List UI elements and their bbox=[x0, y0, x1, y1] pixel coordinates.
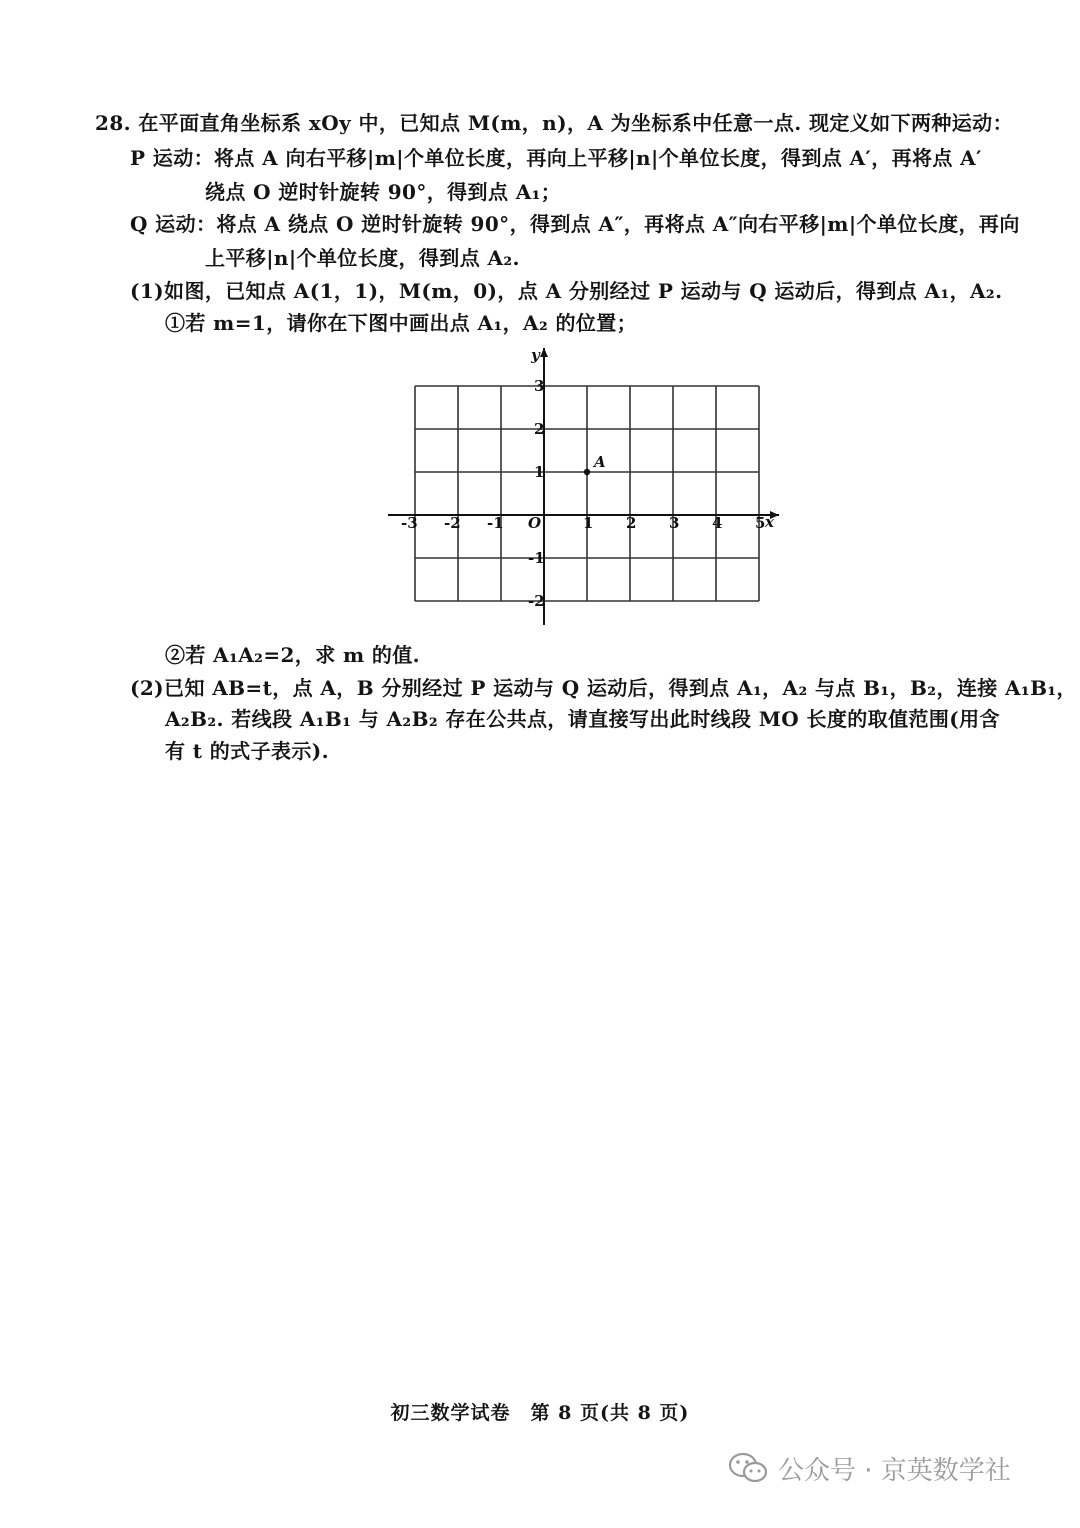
x-tick-label: 3 bbox=[669, 514, 680, 532]
page-footer: 初三数学试卷 第 8 页(共 8 页) bbox=[390, 1402, 690, 1424]
x-tick-label: -1 bbox=[487, 514, 504, 532]
point-a-label: A bbox=[594, 453, 606, 471]
part-2-line-2: A₂B₂. 若线段 A₁B₁ 与 A₂B₂ 存在公共点，请直接写出此时线段 MO 长度的取值范围(用含 bbox=[165, 707, 1000, 731]
y-axis-arrow bbox=[540, 348, 548, 357]
y-tick-label: 1 bbox=[534, 463, 545, 481]
x-tick-label: 1 bbox=[583, 514, 594, 532]
x-axis-label: x bbox=[765, 513, 774, 531]
q-motion-line-2: 上平移|n|个单位长度，得到点 A₂. bbox=[205, 246, 520, 270]
x-tick-label: -2 bbox=[444, 514, 461, 532]
x-tick-label: 4 bbox=[712, 514, 723, 532]
x-tick-label: -3 bbox=[401, 514, 418, 532]
y-tick-label: -1 bbox=[528, 549, 545, 567]
x-tick-label: 2 bbox=[626, 514, 637, 532]
p-motion-line-1: P 运动：将点 A 向右平移|m|个单位长度，再向上平移|n|个单位长度，得到点 A′，再将点 A′ bbox=[130, 146, 982, 170]
origin-label: O bbox=[528, 514, 542, 532]
y-tick-label: 3 bbox=[534, 377, 545, 395]
problem-line-1: 28. 在平面直角坐标系 xOy 中，已知点 M(m，n)，A 为坐标系中任意一点. 现定义如下两种运动： bbox=[95, 111, 1013, 135]
watermark-text: 公众号 · 京英数学社 bbox=[778, 1455, 1011, 1486]
part-1-intro: (1)如图，已知点 A(1，1)，M(m，0)，点 A 分别经过 P 运动与 Q 运动后，得到点 A₁，A₂. bbox=[130, 279, 1003, 303]
y-tick-label: 2 bbox=[534, 420, 545, 438]
q-motion-line-1: Q 运动：将点 A 绕点 O 逆时针旋转 90°，得到点 A″，再将点 A″向右平移|m|个单位长度，再向 bbox=[130, 212, 1020, 236]
part-1-question-2: ②若 A₁A₂=2，求 m 的值. bbox=[165, 643, 421, 667]
coordinate-grid-figure bbox=[386, 340, 786, 632]
y-axis-label: y bbox=[531, 346, 540, 364]
part-2-line-1: (2)已知 AB=t，点 A，B 分别经过 P 运动与 Q 运动后，得到点 A₁，A₂ 与点 B₁，B₂，连接 A₁B₁， bbox=[130, 676, 1077, 700]
x-tick-label: 5 bbox=[755, 514, 766, 532]
part-1-question-1: ①若 m=1，请你在下图中画出点 A₁，A₂ 的位置； bbox=[165, 311, 638, 335]
wechat-icon bbox=[728, 1451, 768, 1485]
p-motion-line-2: 绕点 O 逆时针旋转 90°，得到点 A₁； bbox=[205, 180, 562, 204]
y-tick-label: -2 bbox=[528, 592, 545, 610]
part-2-line-3: 有 t 的式子表示). bbox=[165, 739, 329, 763]
watermark bbox=[728, 1448, 1011, 1488]
point-a-marker bbox=[584, 469, 590, 475]
